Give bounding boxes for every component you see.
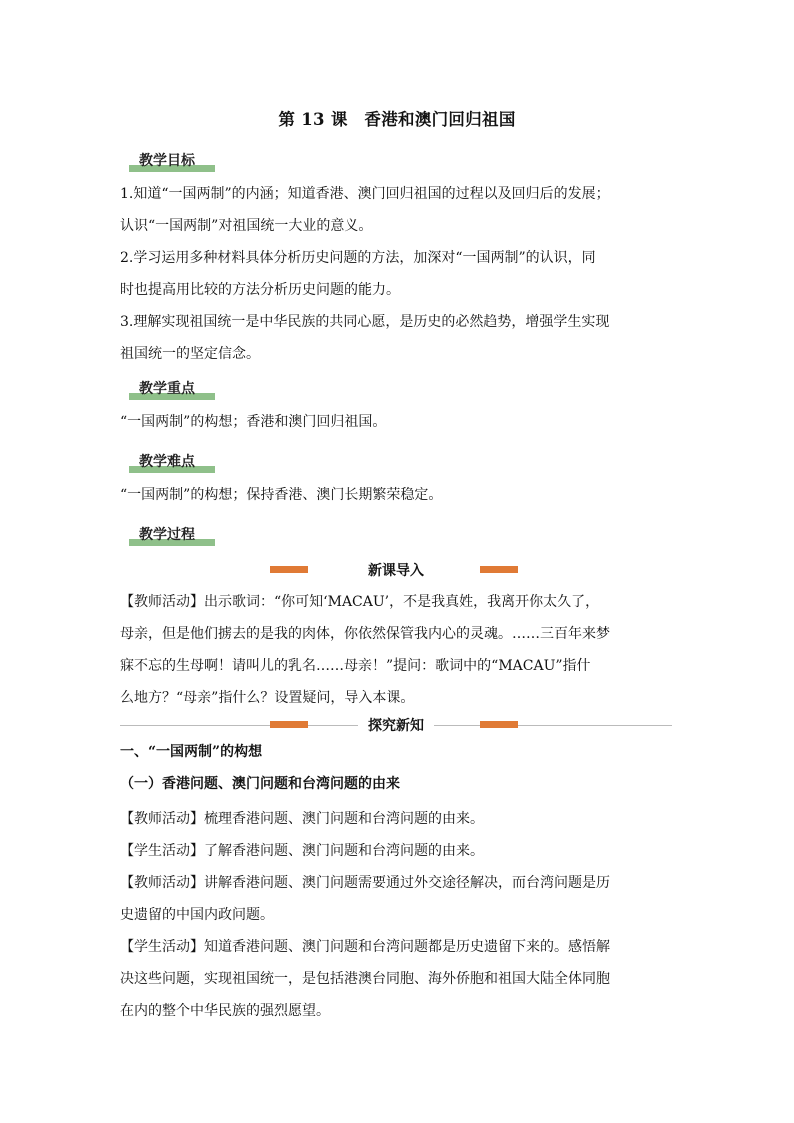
- part1-subheading: （一）香港问题、澳门问题和台湾问题的由来: [120, 776, 400, 792]
- objectives-heading: [129, 150, 215, 172]
- objectives-text: [120, 178, 676, 370]
- activity-line: 在内的整个中华民族的强烈愿望。: [120, 1003, 330, 1019]
- activities-text: [120, 803, 676, 1027]
- objectives-line: 认识“一国两制”对祖国统一大业的意义。: [120, 218, 373, 234]
- activity-line: 【教师活动】讲解香港问题、澳门问题需要通过外交途径解决，而台湾问题是历: [120, 875, 610, 891]
- explore-title: [120, 715, 672, 735]
- activity-line: 【教师活动】梳理香港问题、澳门问题和台湾问题的由来。: [120, 811, 484, 827]
- lesson-title: 第 13 课 香港和澳门回归祖国: [278, 110, 516, 129]
- objectives-line: 时也提高用比较的方法分析历史问题的能力。: [120, 282, 400, 298]
- difficulties-heading: [129, 451, 215, 473]
- part1-heading: 一、“一国两制”的构想: [120, 744, 263, 760]
- intro-divider: [120, 560, 672, 580]
- objectives-line: 3.理解实现祖国统一是中华民族的共同心愿，是历史的必然趋势，增强学生实现: [120, 314, 610, 330]
- intro-line: 寐不忘的生母啊！请叫儿的乳名……母亲！”提问：歌词中的“MACAU”指什: [120, 658, 591, 674]
- explore-divider: [120, 715, 672, 735]
- key-points-heading: [129, 378, 215, 400]
- objectives-line: 祖国统一的坚定信念。: [120, 346, 260, 362]
- difficulties-line: “一国两制”的构想；保持香港、澳门长期繁荣稳定。: [120, 487, 443, 503]
- explore-title-label: 探究新知: [358, 718, 434, 734]
- activity-line: 史遗留的中国内政问题。: [120, 907, 274, 923]
- process-heading: [129, 524, 215, 546]
- intro-title-label: 新课导入: [358, 563, 434, 579]
- objectives-heading-label: 教学目标: [139, 153, 195, 169]
- difficulties-text: [120, 479, 676, 511]
- key-points-text: [120, 406, 676, 438]
- objectives-line: 1.知道“一国两制”的内涵；知道香港、澳门回归祖国的过程以及回归后的发展；: [120, 186, 610, 202]
- difficulties-heading-label: 教学难点: [139, 454, 195, 470]
- activity-line: 决这些问题，实现祖国统一，是包括港澳台同胞、海外侨胞和祖国大陆全体同胞: [120, 971, 610, 987]
- activity-line: 【学生活动】了解香港问题、澳门问题和台湾问题的由来。: [120, 843, 484, 859]
- intro-text: [120, 586, 676, 714]
- intro-line: 母亲，但是他们掳去的是我的肉体，你依然保管我内心的灵魂。……三百年来梦: [120, 626, 610, 642]
- objectives-line: 2.学习运用多种材料具体分析历史问题的方法，加深对“一国两制”的认识，同: [120, 250, 596, 266]
- intro-title: [120, 560, 672, 580]
- process-heading-label: 教学过程: [139, 527, 195, 543]
- activity-line: 【学生活动】知道香港问题、澳门问题和台湾问题都是历史遗留下来的。感悟解: [120, 939, 610, 955]
- key-points-heading-label: 教学重点: [139, 381, 195, 397]
- key-points-line: “一国两制”的构想；香港和澳门回归祖国。: [120, 414, 387, 430]
- intro-line: 么地方？“母亲”指什么？设置疑问，导入本课。: [120, 690, 415, 706]
- intro-line: 【教师活动】出示歌词：“你可知‘MACAU’，不是我真姓，我离开你太久了，: [120, 594, 600, 610]
